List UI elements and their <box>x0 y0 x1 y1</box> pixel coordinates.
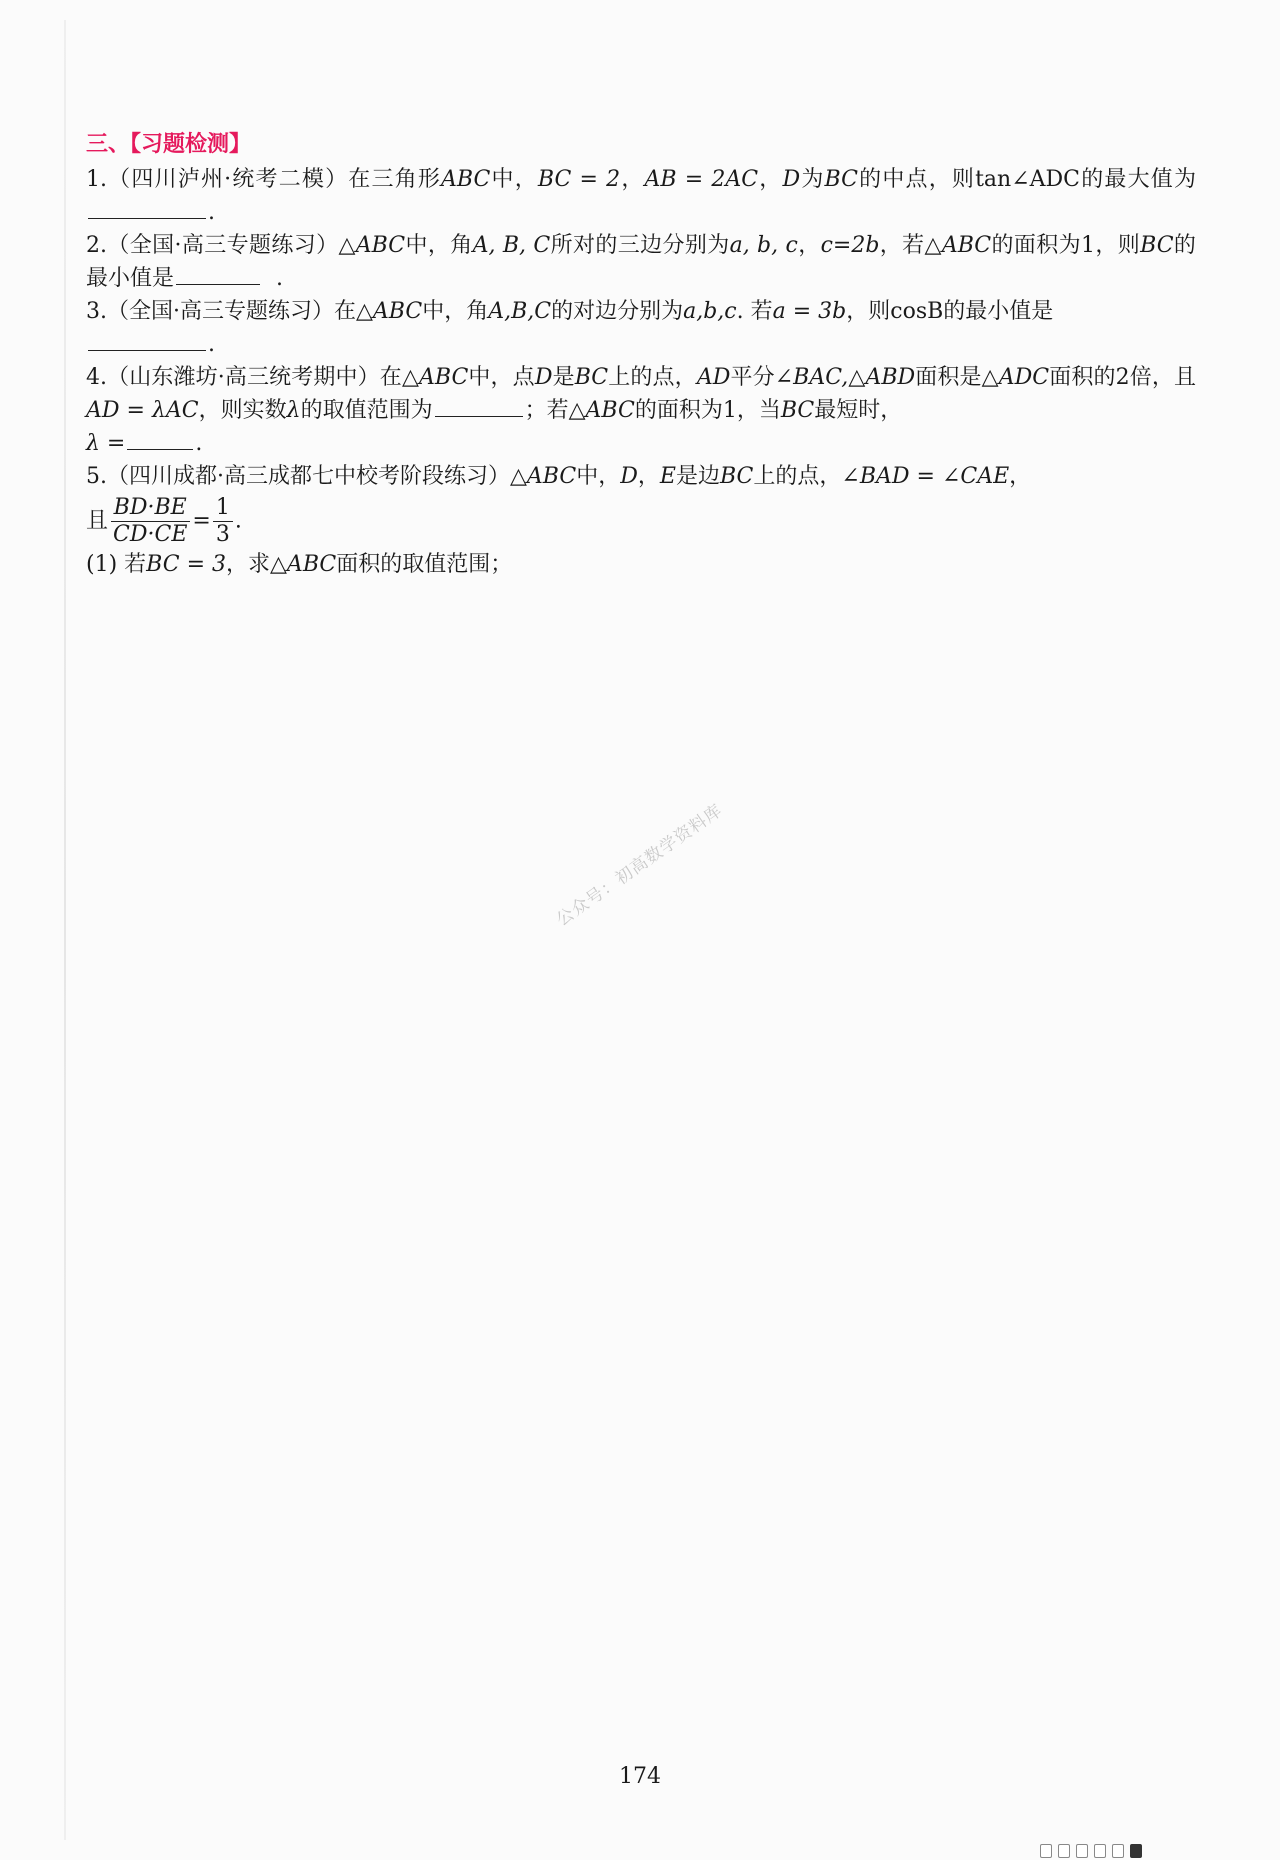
answer-blank <box>435 415 523 417</box>
answer-blank <box>88 349 206 351</box>
section-title: 三、【习题检测】 <box>86 132 252 157</box>
fraction-value: $\frac{1}{3}$ <box>213 495 233 548</box>
scan-mark <box>1112 1844 1124 1858</box>
answer-blank <box>127 448 193 450</box>
scan-mark <box>1094 1844 1106 1858</box>
watermark: 公众号：初高数学资料库 <box>552 800 727 931</box>
page-number: 174 <box>619 1764 661 1789</box>
scan-mark <box>1058 1844 1070 1858</box>
answer-blank <box>88 217 206 219</box>
question-4: 4.（山东潍坊·高三统考期中）在△ABC中，点D是BC上的点，AD平分∠BAC,△ABD面积是△ADC面积的2倍，且AD = λAC，则实数λ的取值范围为 ；若△ABC的面积为1，当BC最短时， λ = . <box>86 365 1196 456</box>
scan-mark <box>1130 1844 1142 1858</box>
question-2: 2.（全国·高三专题练习）△ABC中，角A, B, C所对的三边分别为a, b, c，c=2b，若△ABC的面积为1，则BC的最小值是 . <box>86 233 1196 291</box>
question-5-condition: 且 $\frac{BD\cdot BE}{CD\cdot CE}$ = $\frac{1}{3}$ . <box>86 495 242 547</box>
scan-mark <box>1040 1844 1052 1858</box>
answer-blank <box>176 283 260 285</box>
scan-mark <box>1076 1844 1088 1858</box>
question-5: 5.（四川成都·高三成都七中校考阶段练习）△ABC中，D，E是边BC上的点，∠BAD = ∠CAE， <box>86 464 1032 489</box>
scan-bar <box>1040 1845 1250 1857</box>
scan-edge <box>64 20 66 1840</box>
exercise-section <box>86 128 1196 581</box>
question-3: 3.（全国·高三专题练习）在△ABC中，角A,B,C的对边分别为a,b,c. 若a = 3b，则cosB的最小值是 . <box>86 299 1054 357</box>
fraction-expression: $\frac{BD\cdot BE}{CD\cdot CE}$ <box>110 495 190 548</box>
question-1: 1.（四川泸州·统考二模）在三角形ABC中，BC = 2，AB = 2AC，D为BC的中点，则tan∠ADC的最大值为. <box>86 167 1196 225</box>
question-5-part-1: (1) 若BC = 3，求△ABC面积的取值范围； <box>86 552 513 577</box>
